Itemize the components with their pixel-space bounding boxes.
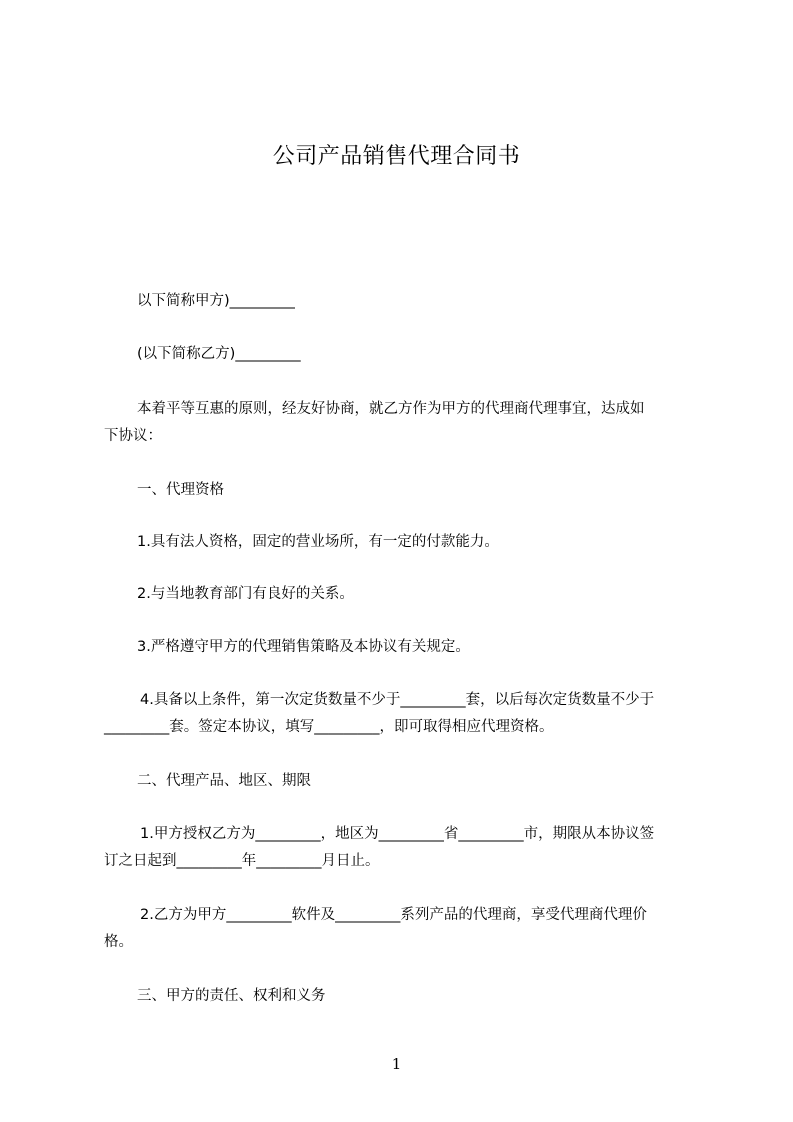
page-number: 1: [391, 1055, 402, 1073]
section-3-heading: 三、甲方的责任、权利和义务: [137, 988, 326, 1004]
section-2-heading: 二、代理产品、地区、期限: [137, 773, 311, 789]
section-1-item-1: 1.具有法人资格，固定的营业场所，有一定的付款能力。: [137, 534, 499, 550]
intro-line-1: 本着平等互惠的原则，经友好协商，就乙方作为甲方的代理商代理事宜，达成如: [137, 401, 645, 417]
section-1-item-2: 2.与当地教育部门有良好的关系。: [137, 586, 354, 602]
party-a-line: 以下简称甲方)_________: [137, 293, 295, 309]
party-b-line: (以下简称乙方)_________: [137, 346, 301, 362]
section-2-item-1-line-1: 1.甲方授权乙方为_________，地区为_________省_________市，期限从本协议签: [140, 826, 655, 842]
section-1-item-4-line-1: 4.具备以上条件，第一次定货数量不少于_________套，以后每次定货数量不少于: [140, 692, 655, 708]
section-1-heading: 一、代理资格: [137, 482, 224, 498]
section-1-item-4-line-2: _________套。签定本协议，填写_________，即可取得相应代理资格。: [104, 719, 554, 735]
document-title: 公司产品销售代理合同书: [272, 144, 521, 169]
section-2-item-1-line-2: 订之日起到_________年_________月日止。: [104, 853, 380, 869]
section-2-item-2-line-2: 格。: [104, 934, 133, 950]
intro-line-2: 下协议：: [104, 428, 162, 444]
section-1-item-3: 3.严格遵守甲方的代理销售策略及本协议有关规定。: [137, 639, 470, 655]
section-2-item-2-line-1: 2.乙方为甲方_________软件及_________系列产品的代理商，享受代理商代理价: [140, 907, 647, 923]
